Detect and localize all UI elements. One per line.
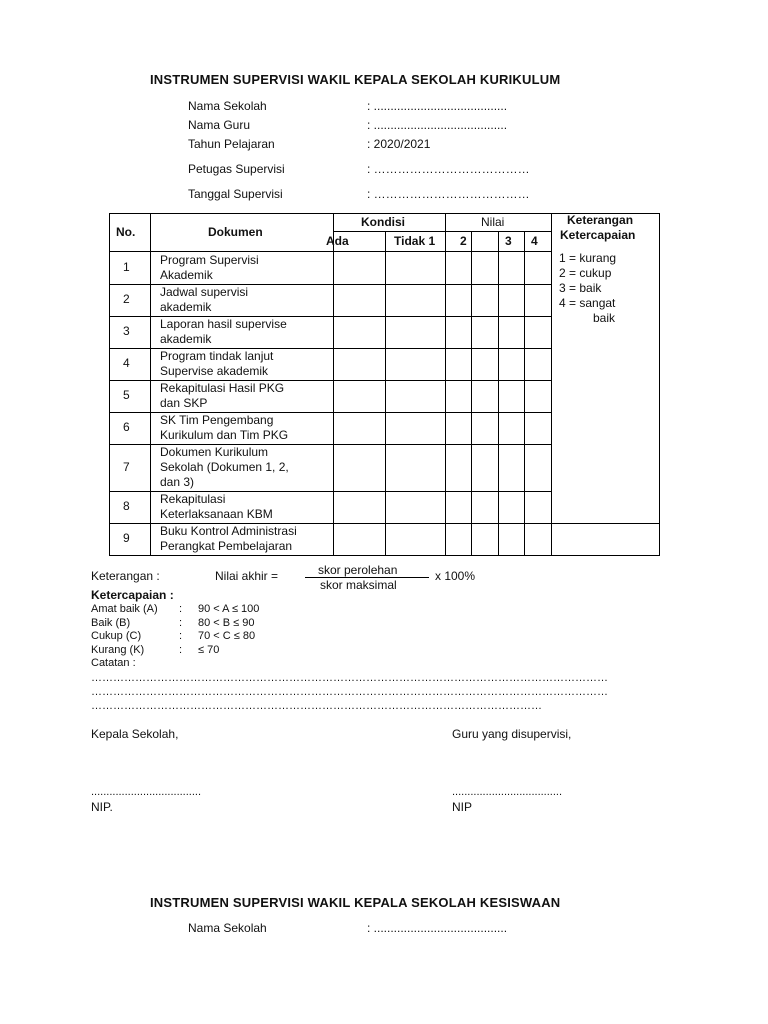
meta-value-tanggal-supervisi: : ………………………………… [367, 187, 530, 201]
row-document: Buku Kontrol Administrasi [160, 524, 297, 538]
header-no: No. [116, 225, 136, 239]
row-document: Keterlaksanaan KBM [160, 507, 273, 521]
grade-label: Amat baik (A) [91, 603, 158, 615]
row-document: Perangkat Pembelajaran [160, 539, 293, 553]
grade-separator: : [179, 617, 183, 629]
grade-separator: : [179, 630, 183, 642]
grade-separator: : [179, 603, 183, 615]
formula-label: Keterangan : [91, 569, 160, 583]
row-number: 4 [123, 356, 130, 370]
grade-range: 80 < B ≤ 90 [198, 617, 255, 629]
meta-value-nama-sekolah: : ........................................ [367, 99, 508, 113]
grade-separator: : [179, 644, 183, 656]
header-ketercapaian: Ketercapaian [560, 228, 636, 242]
catatan-line: …………………………………………………………………………………………………………………………… [91, 686, 608, 698]
formula-numerator: skor perolehan [318, 563, 398, 577]
grade-range: 70 < C ≤ 80 [198, 630, 256, 642]
row-document: dan 3) [160, 475, 195, 489]
catatan-line: …………………………………………………………………………………………………………… [91, 700, 542, 712]
row-document: Program tindak lanjut [160, 349, 274, 363]
signature-left-title: Kepala Sekolah, [91, 727, 179, 741]
header-dokumen: Dokumen [208, 225, 263, 239]
row-document: Sekolah (Dokumen 1, 2, [160, 460, 289, 474]
meta-label-petugas-supervisi: Petugas Supervisi [188, 162, 285, 176]
header-nilai: Nilai [481, 215, 505, 229]
row-document: Laporan hasil supervise [160, 317, 287, 331]
signature-right-title: Guru yang disupervisi, [452, 727, 572, 741]
header-ada: Ada [326, 234, 349, 248]
legend-item: 4 = sangat [559, 296, 616, 310]
grade-label: Baik (B) [91, 617, 131, 629]
grade-label: Cukup (C) [91, 630, 142, 642]
catatan-line: …………………………………………………………………………………………………………………………… [91, 672, 608, 684]
signature-right-line: .................................... [452, 786, 563, 798]
second-section-title: INSTRUMEN SUPERVISI WAKIL KEPALA SEKOLAH KESISWAAN [150, 895, 561, 910]
row-number: 8 [123, 499, 130, 513]
row-document: Jadwal supervisi [160, 285, 249, 299]
legend-item: 2 = cukup [559, 266, 612, 280]
row-document: Kurikulum dan Tim PKG [160, 428, 289, 442]
meta-label-tanggal-supervisi: Tanggal Supervisi [188, 187, 283, 201]
legend-item: baik [593, 311, 616, 325]
signature-right-nip: NIP [452, 800, 473, 814]
meta-label-nama-sekolah: Nama Sekolah [188, 99, 267, 113]
legend-item: 3 = baik [559, 281, 602, 295]
meta-value-tahun-pelajaran: : 2020/2021 [367, 137, 431, 151]
second-meta-value: : ........................................ [367, 921, 508, 935]
legend-item: 1 = kurang [559, 251, 617, 265]
meta-label-nama-guru: Nama Guru [188, 118, 251, 132]
signature-left-line: .................................... [91, 786, 202, 798]
header-nilai-2: 2 [460, 234, 467, 248]
row-number: 6 [123, 420, 130, 434]
row-document: Program Supervisi [160, 253, 259, 267]
row-document: akademik [160, 300, 212, 314]
row-document: Dokumen Kurikulum [160, 445, 269, 459]
signature-left-nip: NIP. [91, 800, 113, 814]
header-keterangan: Keterangan [567, 213, 634, 227]
header-nilai-3: 3 [505, 234, 512, 248]
row-document: Rekapitulasi [160, 492, 226, 506]
row-number: 7 [123, 460, 130, 474]
row-number: 9 [123, 531, 130, 545]
header-nilai-4: 4 [531, 234, 538, 248]
row-number: 5 [123, 388, 130, 402]
grade-range: ≤ 70 [198, 644, 220, 656]
meta-value-nama-guru: : ........................................ [367, 118, 508, 132]
row-document: SK Tim Pengembang [160, 413, 274, 427]
formula-denominator: skor maksimal [320, 578, 397, 592]
row-document: dan SKP [160, 396, 208, 410]
formula-nilai-akhir: Nilai akhir = [215, 569, 279, 583]
row-number: 2 [123, 292, 130, 306]
ketercapaian-title: Ketercapaian : [91, 588, 174, 602]
grade-range: 90 < A ≤ 100 [198, 603, 260, 615]
header-kondisi: Kondisi [361, 215, 405, 229]
formula-multiplier: x 100% [435, 569, 476, 583]
header-tidak: Tidak 1 [394, 234, 436, 248]
grade-label: Kurang (K) [91, 644, 145, 656]
second-meta-label: Nama Sekolah [188, 921, 267, 935]
row-document: Supervise akademik [160, 364, 269, 378]
page-title: INSTRUMEN SUPERVISI WAKIL KEPALA SEKOLAH KURIKULUM [150, 72, 561, 87]
meta-value-petugas-supervisi: : ………………………………… [367, 162, 530, 176]
catatan-label: Catatan : [91, 657, 136, 669]
row-number: 3 [123, 324, 130, 338]
row-document: akademik [160, 332, 212, 346]
row-document: Akademik [160, 268, 213, 282]
meta-label-tahun-pelajaran: Tahun Pelajaran [188, 137, 275, 151]
row-document: Rekapitulasi Hasil PKG [160, 381, 285, 395]
row-number: 1 [123, 260, 130, 274]
